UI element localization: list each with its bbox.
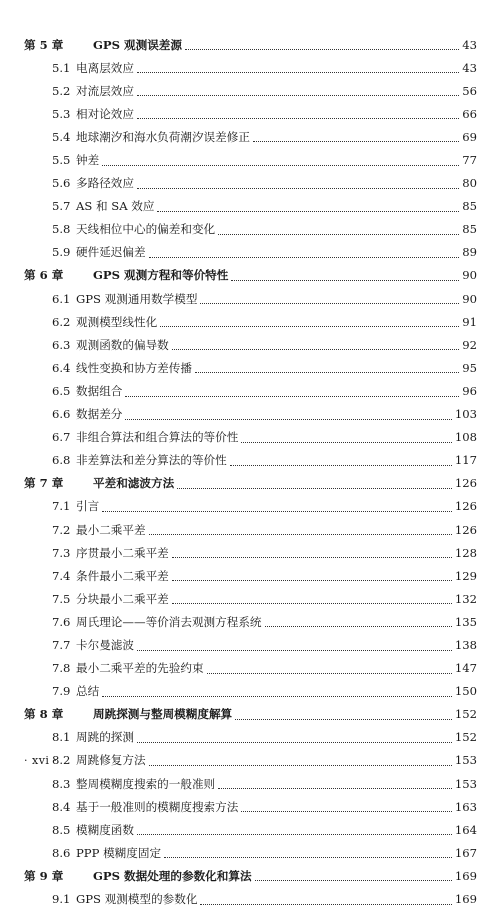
entry-page-number: 92 [462, 337, 477, 352]
toc-section-entry [0, 379, 500, 402]
entry-page-number: 153 [454, 776, 477, 791]
toc-section-entry [0, 749, 500, 772]
dot-leader [137, 71, 459, 73]
entry-page-number: 132 [454, 591, 477, 606]
entry-page-number: 152 [454, 730, 477, 745]
toc-chapter-entry [0, 264, 500, 287]
entry-page-number: 90 [462, 268, 477, 283]
entry-number: 7.5 [52, 591, 71, 606]
entry-page-number: 169 [454, 868, 477, 883]
toc-chapter-entry [0, 864, 500, 887]
entry-title: 整周模糊度搜索的一般准则 [76, 776, 216, 791]
dot-leader [172, 556, 452, 558]
dot-leader [235, 718, 452, 720]
entry-page-number: 167 [454, 845, 477, 860]
entry-title: 周跳的探测 [76, 730, 134, 745]
toc-section-entry [0, 241, 500, 264]
dot-leader [125, 395, 459, 397]
entry-page-number: 85 [462, 199, 477, 214]
entry-title: 基于一般准则的模糊度搜索方法 [76, 799, 239, 814]
entry-number: 6.1 [52, 291, 71, 306]
toc-chapter-entry [0, 33, 500, 56]
entry-title: GPS 观测误差源 [93, 37, 182, 52]
toc-section-entry [0, 79, 500, 102]
dot-leader [125, 418, 451, 420]
entry-number: 5.2 [52, 83, 71, 98]
dot-leader [231, 279, 459, 281]
entry-title: 非差算法和差分算法的等价性 [76, 453, 227, 468]
entry-number: 8.2 [52, 753, 71, 768]
entry-number: 6.7 [52, 430, 71, 445]
entry-title: 卡尔曼滤波 [76, 637, 134, 652]
entry-page-number: 56 [462, 83, 477, 98]
entry-page-number: 169 [454, 892, 477, 907]
entry-number: 8.1 [52, 730, 71, 745]
entry-number: 7.1 [52, 499, 71, 514]
toc-section-entry [0, 541, 500, 564]
dot-leader [172, 579, 452, 581]
toc-section-entry [0, 218, 500, 241]
entry-page-number: 138 [454, 637, 477, 652]
entry-page-number: 129 [454, 568, 477, 583]
dot-leader [102, 510, 452, 512]
entry-number: 8.3 [52, 776, 71, 791]
entry-page-number: 80 [462, 176, 477, 191]
entry-number: 第 5 章 [24, 37, 64, 52]
entry-page-number: 43 [462, 37, 477, 52]
entry-title: 硬件延迟偏差 [76, 245, 146, 260]
dot-leader [177, 487, 452, 489]
entry-page-number: 90 [462, 291, 477, 306]
dot-leader [200, 302, 459, 304]
dot-leader [149, 533, 452, 535]
dot-leader [253, 140, 459, 142]
entry-title: 钟差 [76, 153, 100, 168]
entry-title: GPS 观测方程和等价特性 [93, 268, 229, 283]
dot-leader [185, 48, 459, 50]
entry-number: 6.2 [52, 314, 71, 329]
entry-title: 数据差分 [76, 407, 123, 422]
dot-leader [102, 164, 459, 166]
dot-leader [149, 256, 460, 258]
entry-number: 5.4 [52, 129, 71, 144]
entry-title: 观测模型线性化 [76, 314, 158, 329]
entry-number: 5.1 [52, 60, 71, 75]
entry-number: 8.6 [52, 845, 71, 860]
page-number: · xvi · [24, 754, 58, 767]
dot-leader [137, 94, 459, 96]
toc-section-entry [0, 333, 500, 356]
dot-leader [200, 903, 451, 905]
entry-page-number: 103 [454, 407, 477, 422]
toc-section-entry [0, 356, 500, 379]
toc-section-entry [0, 887, 500, 910]
toc-section-entry [0, 633, 500, 656]
toc-section-entry [0, 587, 500, 610]
entry-title: 条件最小二乘平差 [76, 568, 169, 583]
dot-leader [157, 210, 459, 212]
entry-page-number: 152 [454, 707, 477, 722]
entry-number: 7.6 [52, 614, 71, 629]
entry-page-number: 126 [454, 522, 477, 537]
entry-page-number: 126 [454, 476, 477, 491]
entry-title: 最小二乘平差的先验约束 [76, 661, 204, 676]
entry-title: AS 和 SA 效应 [76, 199, 155, 214]
entry-title: 最小二乘平差 [76, 522, 146, 537]
entry-title: 平差和滤波方法 [93, 476, 175, 491]
toc-section-entry [0, 403, 500, 426]
entry-page-number: 135 [454, 614, 477, 629]
dot-leader [230, 464, 452, 466]
dot-leader [102, 695, 452, 697]
entry-title: GPS 观测通用数学模型 [76, 291, 198, 306]
entry-title: 观测函数的偏导数 [76, 337, 169, 352]
dot-leader [137, 741, 452, 743]
toc-section-entry [0, 102, 500, 125]
dot-leader [137, 117, 459, 119]
entry-title: 电离层效应 [76, 60, 134, 75]
entry-number: 6.6 [52, 407, 71, 422]
dot-leader [241, 810, 452, 812]
entry-number: 7.8 [52, 661, 71, 676]
entry-number: 8.5 [52, 822, 71, 837]
entry-title: 引言 [76, 499, 100, 514]
entry-number: 第 7 章 [24, 476, 64, 491]
toc-chapter-entry [0, 472, 500, 495]
toc-section-entry [0, 518, 500, 541]
entry-number: 7.3 [52, 545, 71, 560]
toc-section-entry [0, 310, 500, 333]
dot-leader [255, 879, 452, 881]
entry-number: 5.6 [52, 176, 71, 191]
toc-section-entry [0, 449, 500, 472]
entry-title: 对流层效应 [76, 83, 134, 98]
entry-page-number: 108 [454, 430, 477, 445]
toc-section-entry [0, 680, 500, 703]
entry-number: 7.9 [52, 684, 71, 699]
toc-section-entry [0, 657, 500, 680]
toc-section-entry [0, 495, 500, 518]
toc-section-entry [0, 841, 500, 864]
toc-section-entry [0, 172, 500, 195]
entry-number: 6.8 [52, 453, 71, 468]
entry-title: 周跳修复方法 [76, 753, 146, 768]
dot-leader [137, 649, 452, 651]
toc-section-entry [0, 148, 500, 171]
entry-page-number: 96 [462, 383, 477, 398]
toc-section-entry [0, 426, 500, 449]
entry-title: 周跳探测与整周模糊度解算 [93, 707, 233, 722]
entry-number: 7.4 [52, 568, 71, 583]
entry-number: 6.4 [52, 360, 71, 375]
dot-leader [195, 371, 459, 373]
dot-leader [149, 764, 452, 766]
dot-leader [164, 856, 452, 858]
entry-page-number: 95 [462, 360, 477, 375]
toc-section-entry [0, 287, 500, 310]
entry-title: 线性变换和协方差传播 [76, 360, 192, 375]
entry-title: 多路径效应 [76, 176, 134, 191]
entry-title: 非组合算法和组合算法的等价性 [76, 430, 239, 445]
entry-page-number: 117 [454, 453, 477, 468]
dot-leader [218, 233, 459, 235]
entry-number: 第 8 章 [24, 707, 64, 722]
dot-leader [137, 833, 452, 835]
entry-title: 序贯最小二乘平差 [76, 545, 169, 560]
toc-section-entry [0, 772, 500, 795]
toc-section-entry [0, 125, 500, 148]
entry-title: 分块最小二乘平差 [76, 591, 169, 606]
entry-page-number: 77 [462, 153, 477, 168]
dot-leader [265, 625, 452, 627]
entry-page-number: 126 [454, 499, 477, 514]
entry-title: 周氏理论——等价消去观测方程系统 [76, 614, 262, 629]
table-of-contents [0, 33, 500, 911]
entry-number: 第 6 章 [24, 268, 64, 283]
dot-leader [241, 441, 452, 443]
toc-section-entry [0, 726, 500, 749]
dot-leader [160, 325, 459, 327]
entry-page-number: 43 [462, 60, 477, 75]
entry-title: 数据组合 [76, 383, 123, 398]
entry-number: 6.5 [52, 383, 71, 398]
entry-number: 第 9 章 [24, 868, 64, 883]
entry-page-number: 164 [454, 822, 477, 837]
toc-section-entry [0, 610, 500, 633]
dot-leader [172, 348, 459, 350]
entry-title: 模糊度函数 [76, 822, 134, 837]
toc-section-entry [0, 56, 500, 79]
entry-page-number: 66 [462, 106, 477, 121]
entry-number: 9.1 [52, 892, 71, 907]
entry-number: 5.5 [52, 153, 71, 168]
dot-leader [137, 187, 459, 189]
entry-title: 天线相位中心的偏差和变化 [76, 222, 216, 237]
entry-number: 5.7 [52, 199, 71, 214]
entry-page-number: 163 [454, 799, 477, 814]
entry-title: GPS 观测模型的参数化 [76, 892, 198, 907]
toc-chapter-entry [0, 703, 500, 726]
entry-page-number: 128 [454, 545, 477, 560]
entry-number: 5.8 [52, 222, 71, 237]
entry-number: 5.3 [52, 106, 71, 121]
entry-page-number: 91 [462, 314, 477, 329]
entry-title: PPP 模糊度固定 [76, 845, 162, 860]
entry-page-number: 153 [454, 753, 477, 768]
toc-section-entry [0, 795, 500, 818]
dot-leader [172, 602, 452, 604]
entry-number: 5.9 [52, 245, 71, 260]
toc-section-entry [0, 564, 500, 587]
entry-page-number: 85 [462, 222, 477, 237]
entry-number: 7.2 [52, 522, 71, 537]
entry-page-number: 150 [454, 684, 477, 699]
entry-page-number: 69 [462, 129, 477, 144]
entry-number: 6.3 [52, 337, 71, 352]
entry-title: 总结 [76, 684, 100, 699]
dot-leader [207, 672, 452, 674]
entry-page-number: 147 [454, 661, 477, 676]
toc-section-entry [0, 195, 500, 218]
entry-title: 相对论效应 [76, 106, 134, 121]
entry-number: 7.7 [52, 637, 71, 652]
entry-page-number: 89 [462, 245, 477, 260]
entry-title: GPS 数据处理的参数化和算法 [93, 868, 252, 883]
dot-leader [218, 787, 452, 789]
entry-number: 8.4 [52, 799, 71, 814]
toc-section-entry [0, 818, 500, 841]
entry-title: 地球潮汐和海水负荷潮汐误差修正 [76, 129, 250, 144]
